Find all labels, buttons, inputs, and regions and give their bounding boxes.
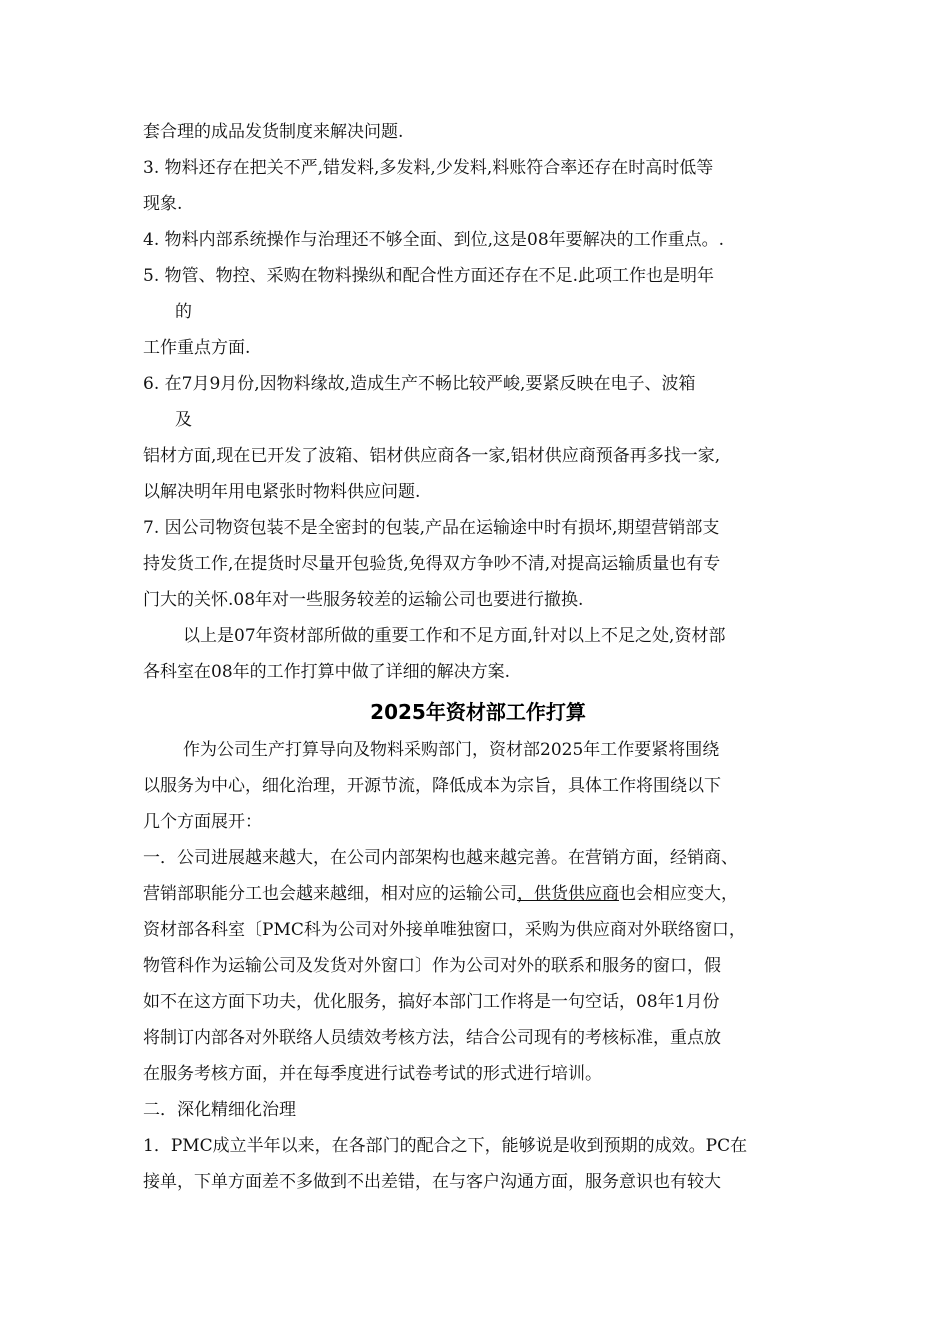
list-item-7: 7. 因公司物资包装不是全密封的包装,产品在运输途中时有损坏,期望营销部支: [143, 518, 720, 538]
summary-paragraph: 以上是07年资材部所做的重要工作和不足方面,针对以上不足之处,资材部: [183, 626, 726, 646]
list-item-3: 3. 物料还存在把关不严,错发料,多发料,少发料,料账符合率还存在时高时低等: [143, 158, 714, 178]
paragraph-line: 铝材方面,现在已开发了波箱、铝材供应商各一家,铝材供应商预备再多找一家,: [143, 446, 721, 466]
paragraph-line: 的: [175, 302, 192, 322]
paragraph-line: 各科室在08年的工作打算中做了详细的解决方案.: [143, 662, 511, 682]
list-item-5: 5. 物管、物控、采购在物料操纵和配合性方面还存在不足.此项工作也是明年: [143, 266, 715, 286]
paragraph-line: 几个方面展开：: [143, 812, 262, 832]
paragraph-line: 持发货工作,在提货时尽量开包验货,免得双方争吵不清,对提高运输质量也有专: [143, 554, 721, 574]
intro-paragraph: 作为公司生产打算导向及物料采购部门，资材部2025年工作要紧将围绕: [183, 740, 720, 760]
paragraph-line: 将制订内部各对外联络人员绩效考核方法，结合公司现有的考核标准，重点放: [143, 1028, 721, 1048]
list-item-6: 6. 在7月9月份,因物料缘故,造成生产不畅比较严峻,要紧反映在电子、波箱: [143, 374, 696, 394]
list-item-1: 1．PMC成立半年以来，在各部门的配合之下，能够说是收到预期的成效。PC在: [143, 1136, 748, 1156]
section-title: 2025年资材部工作打算: [370, 700, 586, 724]
section-heading-two: 二．深化精细化治理: [143, 1100, 296, 1120]
underlined-text: ，供货供应商: [517, 884, 619, 904]
text-run: 也会相应变大，: [619, 884, 738, 904]
document-body: [143, 114, 813, 1200]
paragraph-line: 现象.: [143, 194, 183, 214]
paragraph-line: 工作重点方面.: [143, 338, 251, 358]
paragraph-line: 资材部各科室〔PMC科为公司对外接单唯独窗口，采购为供应商对外联络窗口，: [143, 920, 746, 940]
paragraph-line: 在服务考核方面，并在每季度进行试卷考试的形式进行培训。: [143, 1064, 602, 1084]
paragraph-line: [143, 876, 813, 912]
paragraph-line: 及: [175, 410, 192, 430]
paragraph-line: 以解决明年用电紧张时物料供应问题.: [143, 482, 421, 502]
section-item-one: 一．公司进展越来越大，在公司内部架构也越来越完善。在营销方面，经销商、: [143, 848, 738, 868]
paragraph-line: 接单，下单方面差不多做到不出差错，在与客户沟通方面，服务意识也有较大: [143, 1172, 721, 1192]
list-item-4: 4. 物料内部系统操作与治理还不够全面、到位,这是08年要解决的工作重点。.: [143, 230, 725, 250]
paragraph-line: 以服务为中心，细化治理，开源节流，降低成本为宗旨，具体工作将围绕以下: [143, 776, 721, 796]
paragraph-line: 如不在这方面下功夫，优化服务，搞好本部门工作将是一句空话，08年1月份: [143, 992, 720, 1012]
text-run: 营销部职能分工也会越来越细，相对应的运输公司: [143, 884, 517, 904]
paragraph-line: 门大的关怀.08年对一些服务较差的运输公司也要进行撤换.: [143, 590, 584, 610]
paragraph-line: 物管科作为运输公司及发货对外窗口〕作为公司对外的联系和服务的窗口，假: [143, 956, 721, 976]
paragraph-line: 套合理的成品发货制度来解决问题.: [143, 122, 404, 142]
